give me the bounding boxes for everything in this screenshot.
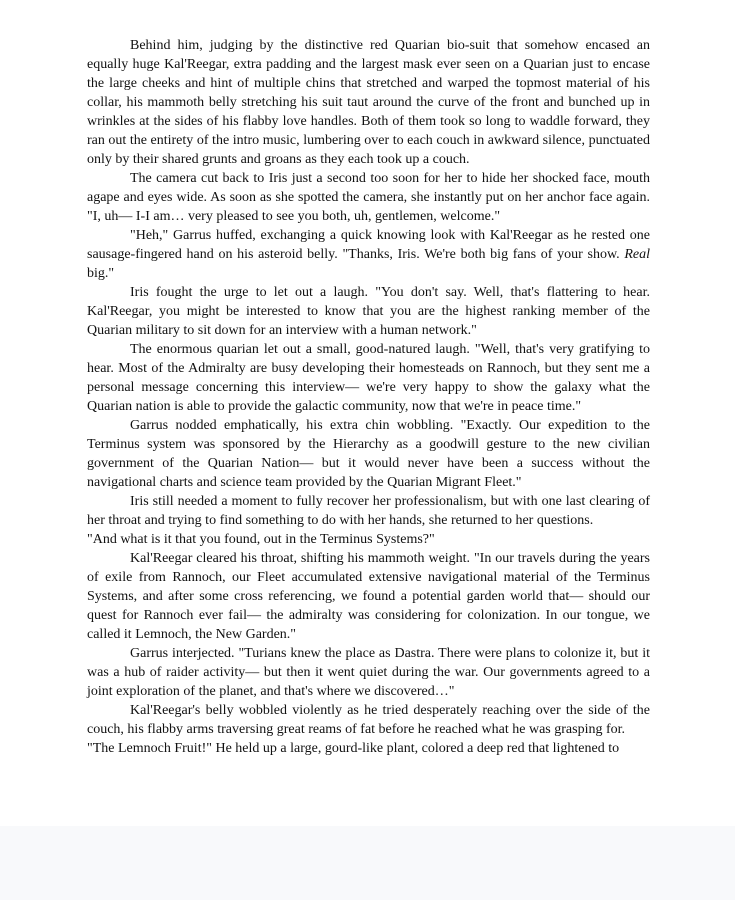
emphasized-word: Real (624, 247, 651, 262)
story-text (87, 36, 650, 758)
paragraph (87, 36, 650, 169)
paragraph (87, 530, 650, 549)
paragraph (87, 549, 650, 644)
paragraph-text: Kal'Reegar cleared his throat, shifting his mammoth weight. "In our travels during the years of exile from Rannoch, our Fleet accumulated extensive navigational material of the Terminus Systems, and after some cross referencing, we found a potential garden world that— should our quest for Rannoch ever fail— the admiralty was considering for colonization. In our tongue, we called it Lemnoch, the New Garden." (87, 551, 650, 642)
paragraph (87, 416, 650, 492)
paragraph-text: "Heh," Garrus huffed, exchanging a quick knowing look with Kal'Reegar as he rested one sausage-fingered hand on his asteroid belly. "Thanks, Iris. We're both big fans of your show. (87, 228, 650, 262)
paragraph-text: Kal'Reegar's belly wobbled violently as he tried desperately reaching over the side of the couch, his flabby arms traversing great reams of fat before he reached what he was grasping for. (87, 703, 650, 737)
paragraph-text: The enormous quarian let out a small, good-natured laugh. "Well, that's very gratifying to hear. Most of the Admiralty are busy developing their homesteads on Rannoch, but they sent me a personal message concerning this interview— we're very happy to show the galaxy what the Quarian nation is able to provide the galactic community, now that we're in peace time." (87, 342, 650, 414)
paragraph-text: "The Lemnoch Fruit!" He held up a large, gourd-like plant, colored a deep red that lightened to (87, 741, 620, 756)
paragraph-text: Behind him, judging by the distinctive red Quarian bio-suit that somehow encased an equally huge Kal'Reegar, extra padding and the largest mask ever seen on a Quarian just to encase the large cheeks and hint of multiple chins that stretched and warped the topmost material of his collar, his mammoth belly stretching his suit taut around the curve of the front and bunched up in wrinkles at the sides of his flabby love handles. Both of them took so long to waddle forward, they ran out the entirety of the intro music, lumbering over to each couch in awkward silence, punctuated only by their shared grunts and groans as they each took up a couch. (87, 38, 650, 167)
paragraph-text: Garrus nodded emphatically, his extra chin wobbling. "Exactly. Our expedition to the Terminus system was sponsored by the Hierarchy as a goodwill gesture to the new civilian government of the Quarian Nation— but it would never have been a success without the navigational charts and science team provided by the Quarian Migrant Fleet." (87, 418, 650, 490)
paragraph-text: "And what is it that you found, out in the Terminus Systems?" (87, 532, 435, 547)
paragraph-text: Garrus interjected. "Turians knew the place as Dastra. There were plans to colonize it, but it was a hub of raider activity— but then it went quiet during the war. Our governments agreed to a joint exploration of the planet, and that's where we discovered…" (87, 646, 650, 699)
paragraph (87, 492, 650, 530)
paragraph-text: The camera cut back to Iris just a second too soon for her to hide her shocked face, mouth agape and eyes wide. As soon as she spotted the camera, she instantly put on her anchor face again. "I, uh— I-I am… very pleased to see you both, uh, gentlemen, welcome." (87, 171, 650, 224)
paragraph (87, 739, 650, 758)
paragraph (87, 283, 650, 340)
paragraph (87, 340, 650, 416)
paragraph-text: Iris still needed a moment to fully recover her professionalism, but with one last clearing of her throat and trying to find something to do with her hands, she returned to her questions. (87, 494, 650, 528)
paragraph (87, 701, 650, 739)
paragraph-text-tail: big." (87, 266, 115, 281)
paragraph-text: Iris fought the urge to let out a laugh. "You don't say. Well, that's flattering to hear. Kal'Reegar, you might be interested to know that you are the highest ranking member of the Quarian military to sit down for an interview with a human network." (87, 285, 650, 338)
paragraph (87, 226, 650, 283)
paragraph (87, 169, 650, 226)
paragraph (87, 644, 650, 701)
